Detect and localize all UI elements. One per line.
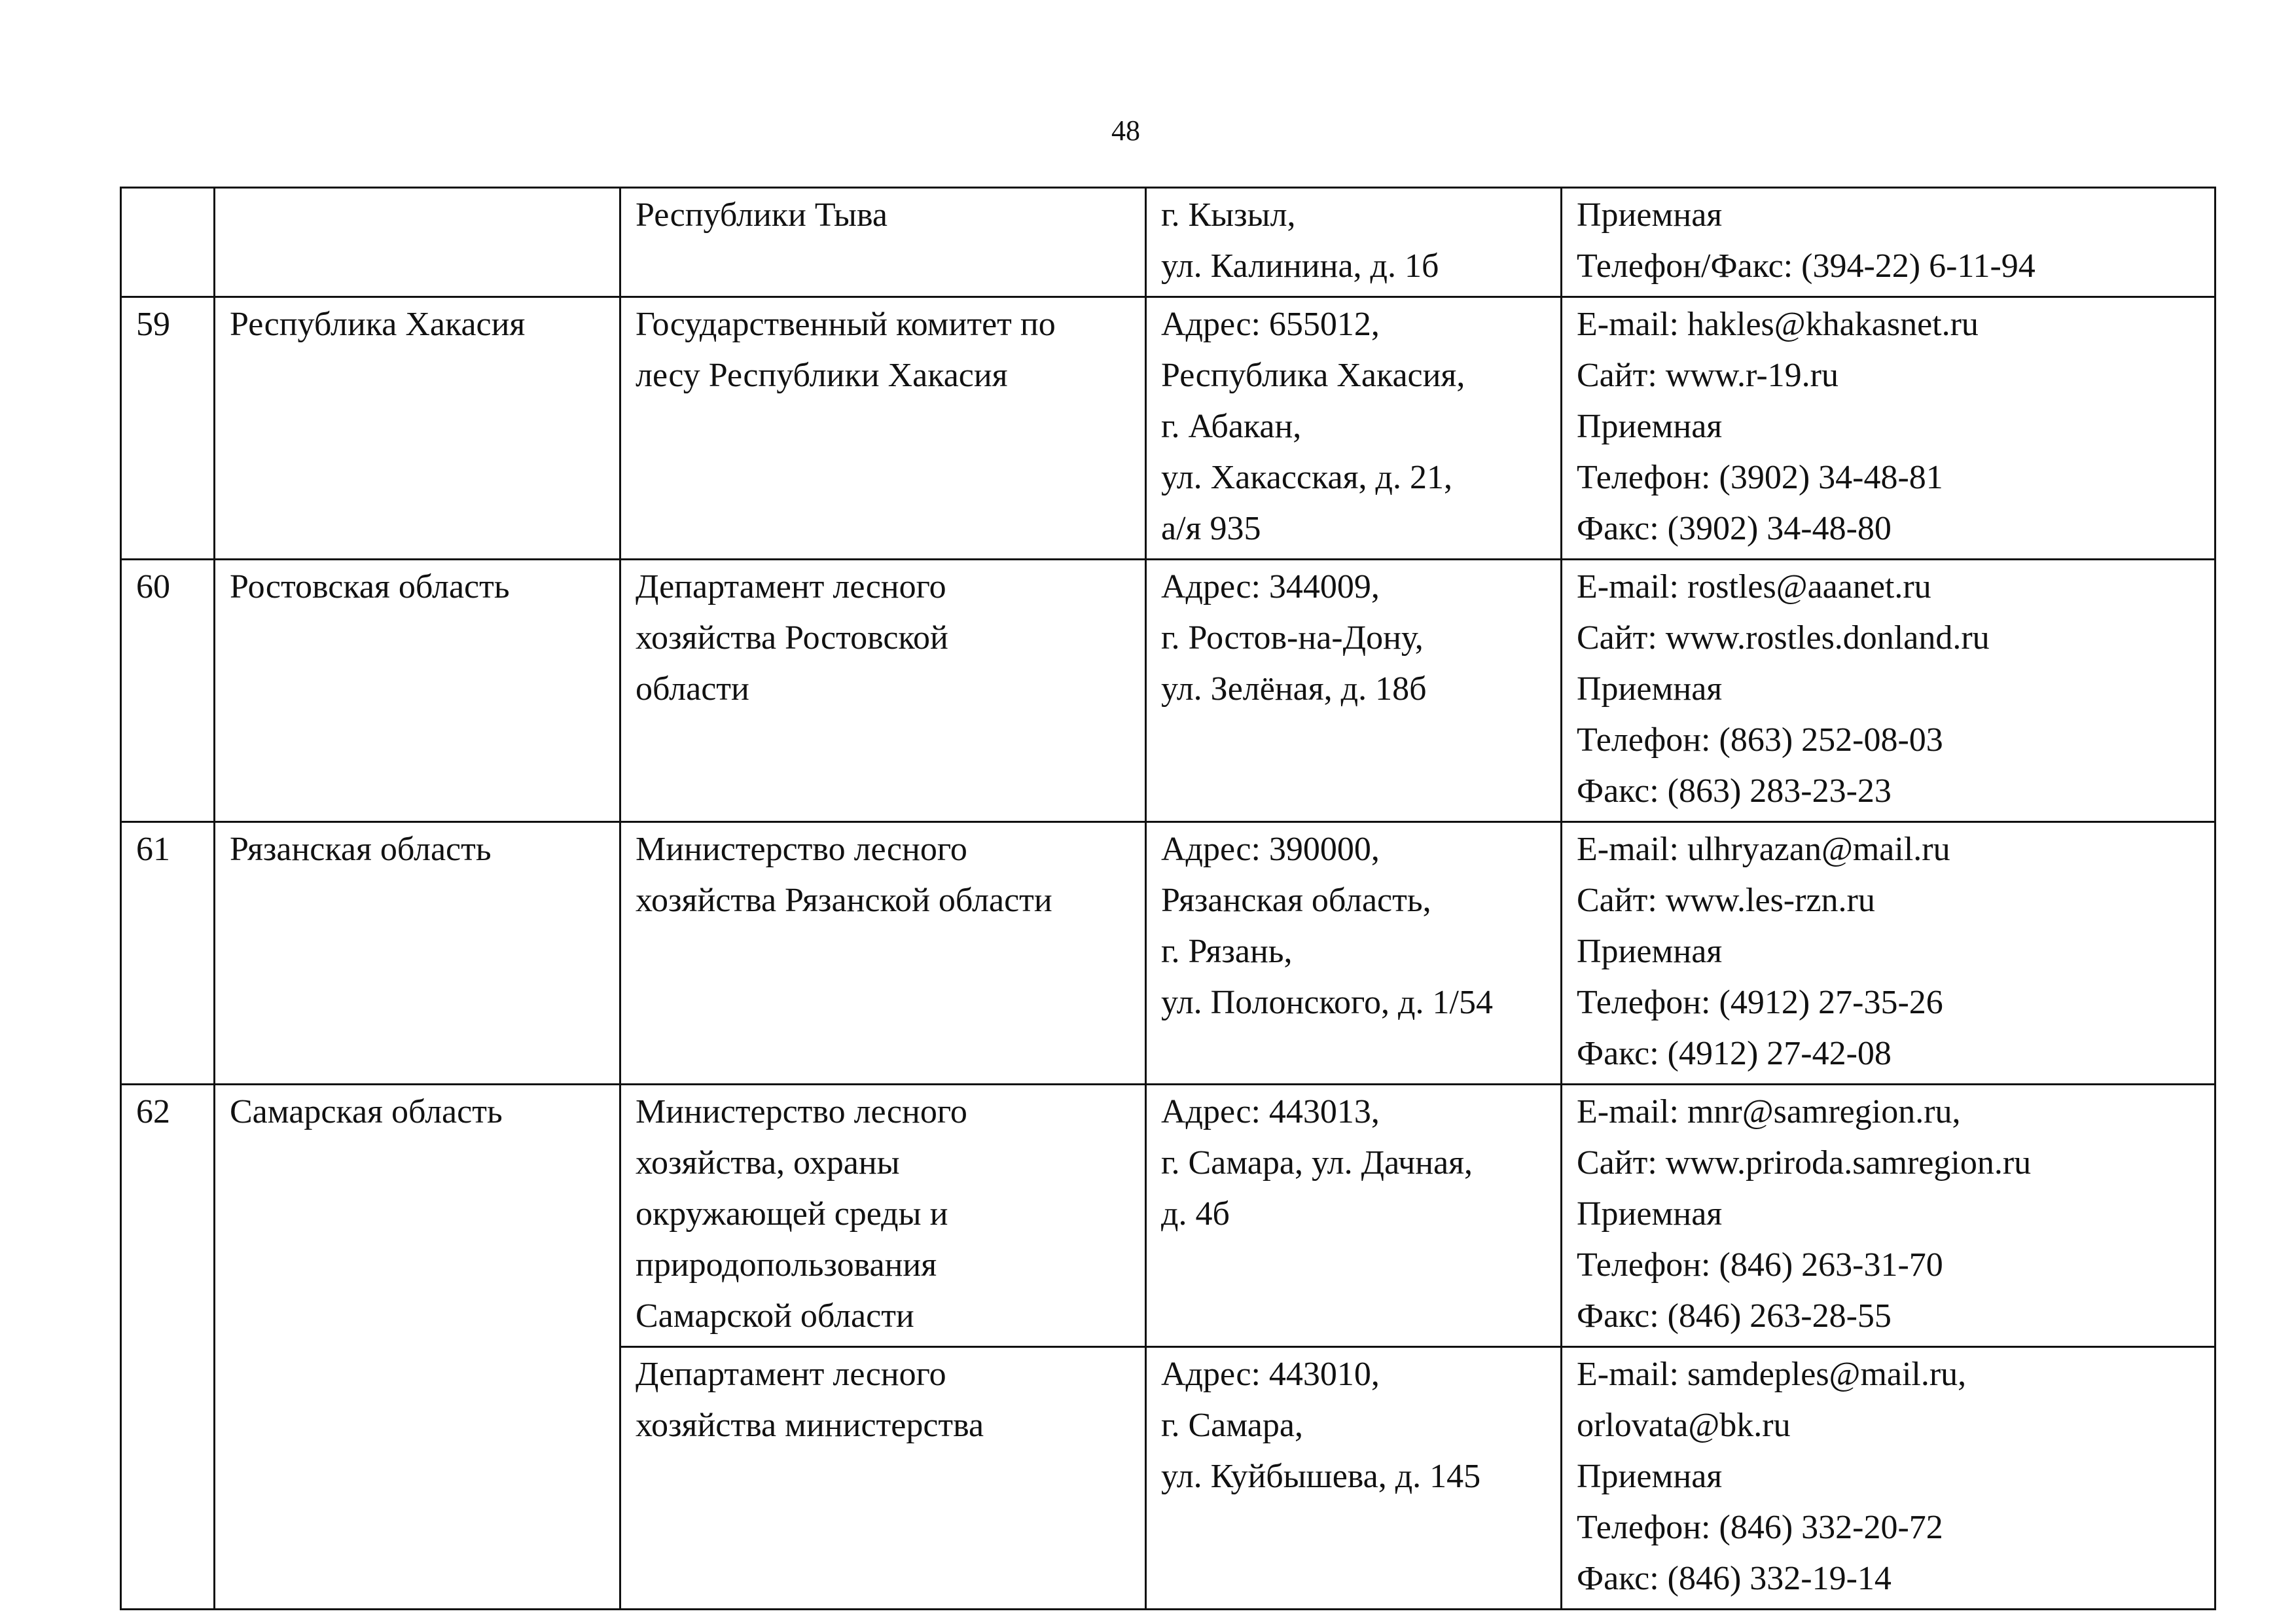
agency-name [620, 297, 1146, 560]
address-line: г. Самара, [1161, 1407, 1303, 1444]
website-line: Сайт: www.rostles.donland.ru [1577, 619, 1990, 657]
contact-line: Приемная [1577, 933, 1723, 970]
contact-line: Приемная [1577, 408, 1723, 445]
address-line: Адрес: 443013, [1161, 1093, 1380, 1130]
fax-line: Факс: (846) 332-19-14 [1577, 1560, 1892, 1597]
agency-line: Департамент лесного [636, 568, 946, 605]
agency-line: окружающей среды и [636, 1195, 948, 1233]
row-number: 59 [121, 297, 215, 560]
agency-name [620, 822, 1146, 1085]
address-line: д. 4б [1161, 1195, 1230, 1233]
website-line: Сайт: www.r-19.ru [1577, 357, 1839, 394]
address-line: Республика Хакасия, [1161, 357, 1465, 394]
agency-name [620, 188, 1146, 297]
address-line: г. Ростов-на-Дону, [1161, 619, 1424, 657]
agency-address [1146, 1347, 1562, 1610]
address-line: ул. Калинина, д. 1б [1161, 247, 1439, 285]
email-line: E-mail: hakles@khakasnet.ru [1577, 306, 1979, 343]
fax-line: Факс: (3902) 34-48-80 [1577, 510, 1892, 547]
agency-contacts [1562, 297, 2215, 560]
agency-address [1146, 297, 1562, 560]
agency-line: Республики Тыва [636, 196, 888, 234]
agency-contacts [1562, 1347, 2215, 1610]
phone-line: Телефон: (863) 252-08-03 [1577, 721, 1943, 759]
address-line: ул. Хакасская, д. 21, [1161, 459, 1452, 496]
address-line: г. Абакан, [1161, 408, 1302, 445]
row-number [121, 188, 215, 297]
phone-line: Телефон: (3902) 34-48-81 [1577, 459, 1943, 496]
agency-address [1146, 560, 1562, 822]
address-line: Адрес: 344009, [1161, 568, 1380, 605]
region-name: Самарская область [215, 1085, 620, 1610]
agency-line: хозяйства министерства [636, 1407, 984, 1444]
region-name: Республика Хакасия [215, 297, 620, 560]
contact-line: Приемная [1577, 196, 1723, 234]
agency-address [1146, 822, 1562, 1085]
table-row-62 [121, 1085, 2215, 1347]
agency-line: области [636, 670, 749, 708]
address-line: г. Самара, ул. Дачная, [1161, 1144, 1473, 1182]
phone-line: Телефон: (846) 263-31-70 [1577, 1246, 1943, 1284]
contact-line: Приемная [1577, 1458, 1723, 1495]
agency-line: Министерство лесного [636, 1093, 967, 1130]
region-name [215, 188, 620, 297]
fax-line: Факс: (846) 263-28-55 [1577, 1297, 1892, 1335]
agency-contacts [1562, 822, 2215, 1085]
website-line: Сайт: www.les-rzn.ru [1577, 882, 1875, 919]
table-row-59 [121, 297, 2215, 560]
agency-line: природопользования [636, 1246, 937, 1284]
agency-contacts [1562, 1085, 2215, 1347]
fax-line: Факс: (863) 283-23-23 [1577, 772, 1892, 810]
email-line: E-mail: ulhryazan@mail.ru [1577, 831, 1950, 868]
contact-line: Телефон/Факс: (394-22) 6-11-94 [1577, 247, 2036, 285]
address-line: Рязанская область, [1161, 882, 1431, 919]
phone-line: Телефон: (846) 332-20-72 [1577, 1509, 1943, 1546]
website-line: Сайт: www.priroda.samregion.ru [1577, 1144, 2032, 1182]
agency-line: Департамент лесного [636, 1356, 946, 1393]
email-line: orlovata@bk.ru [1577, 1407, 1791, 1444]
email-line: E-mail: rostles@aaanet.ru [1577, 568, 1931, 605]
address-line: Адрес: 655012, [1161, 306, 1380, 343]
table-row-continuation [121, 188, 2215, 297]
agency-line: Государственный комитет по [636, 306, 1056, 343]
row-number: 61 [121, 822, 215, 1085]
agency-line: Самарской области [636, 1297, 914, 1335]
agency-address [1146, 188, 1562, 297]
phone-line: Телефон: (4912) 27-35-26 [1577, 984, 1943, 1021]
agency-line: Министерство лесного [636, 831, 967, 868]
agency-line: хозяйства Рязанской области [636, 882, 1052, 919]
agency-line: хозяйства Ростовской [636, 619, 948, 657]
agency-address [1146, 1085, 1562, 1347]
agency-contacts [1562, 560, 2215, 822]
forestry-agencies-table [120, 187, 2216, 1610]
address-line: а/я 935 [1161, 510, 1261, 547]
region-name: Ростовская область [215, 560, 620, 822]
region-name: Рязанская область [215, 822, 620, 1085]
table-row-61 [121, 822, 2215, 1085]
address-line: ул. Куйбышева, д. 145 [1161, 1458, 1481, 1495]
agency-name [620, 1347, 1146, 1610]
address-line: г. Кызыл, [1161, 196, 1296, 234]
table-row-60 [121, 560, 2215, 822]
row-number: 60 [121, 560, 215, 822]
row-number: 62 [121, 1085, 215, 1610]
agency-name [620, 1085, 1146, 1347]
contact-line: Приемная [1577, 670, 1723, 708]
agency-name [620, 560, 1146, 822]
address-line: Адрес: 390000, [1161, 831, 1380, 868]
contact-line: Приемная [1577, 1195, 1723, 1233]
email-line: E-mail: mnr@samregion.ru, [1577, 1093, 1961, 1130]
address-line: ул. Полонского, д. 1/54 [1161, 984, 1493, 1021]
fax-line: Факс: (4912) 27-42-08 [1577, 1035, 1892, 1072]
page-number: 48 [1111, 115, 1140, 147]
agency-line: лесу Республики Хакасия [636, 357, 1008, 394]
email-line: E-mail: samdeples@mail.ru, [1577, 1356, 1967, 1393]
address-line: ул. Зелёная, д. 18б [1161, 670, 1427, 708]
address-line: г. Рязань, [1161, 933, 1293, 970]
agency-line: хозяйства, охраны [636, 1144, 900, 1182]
agency-contacts [1562, 188, 2215, 297]
address-line: Адрес: 443010, [1161, 1356, 1380, 1393]
